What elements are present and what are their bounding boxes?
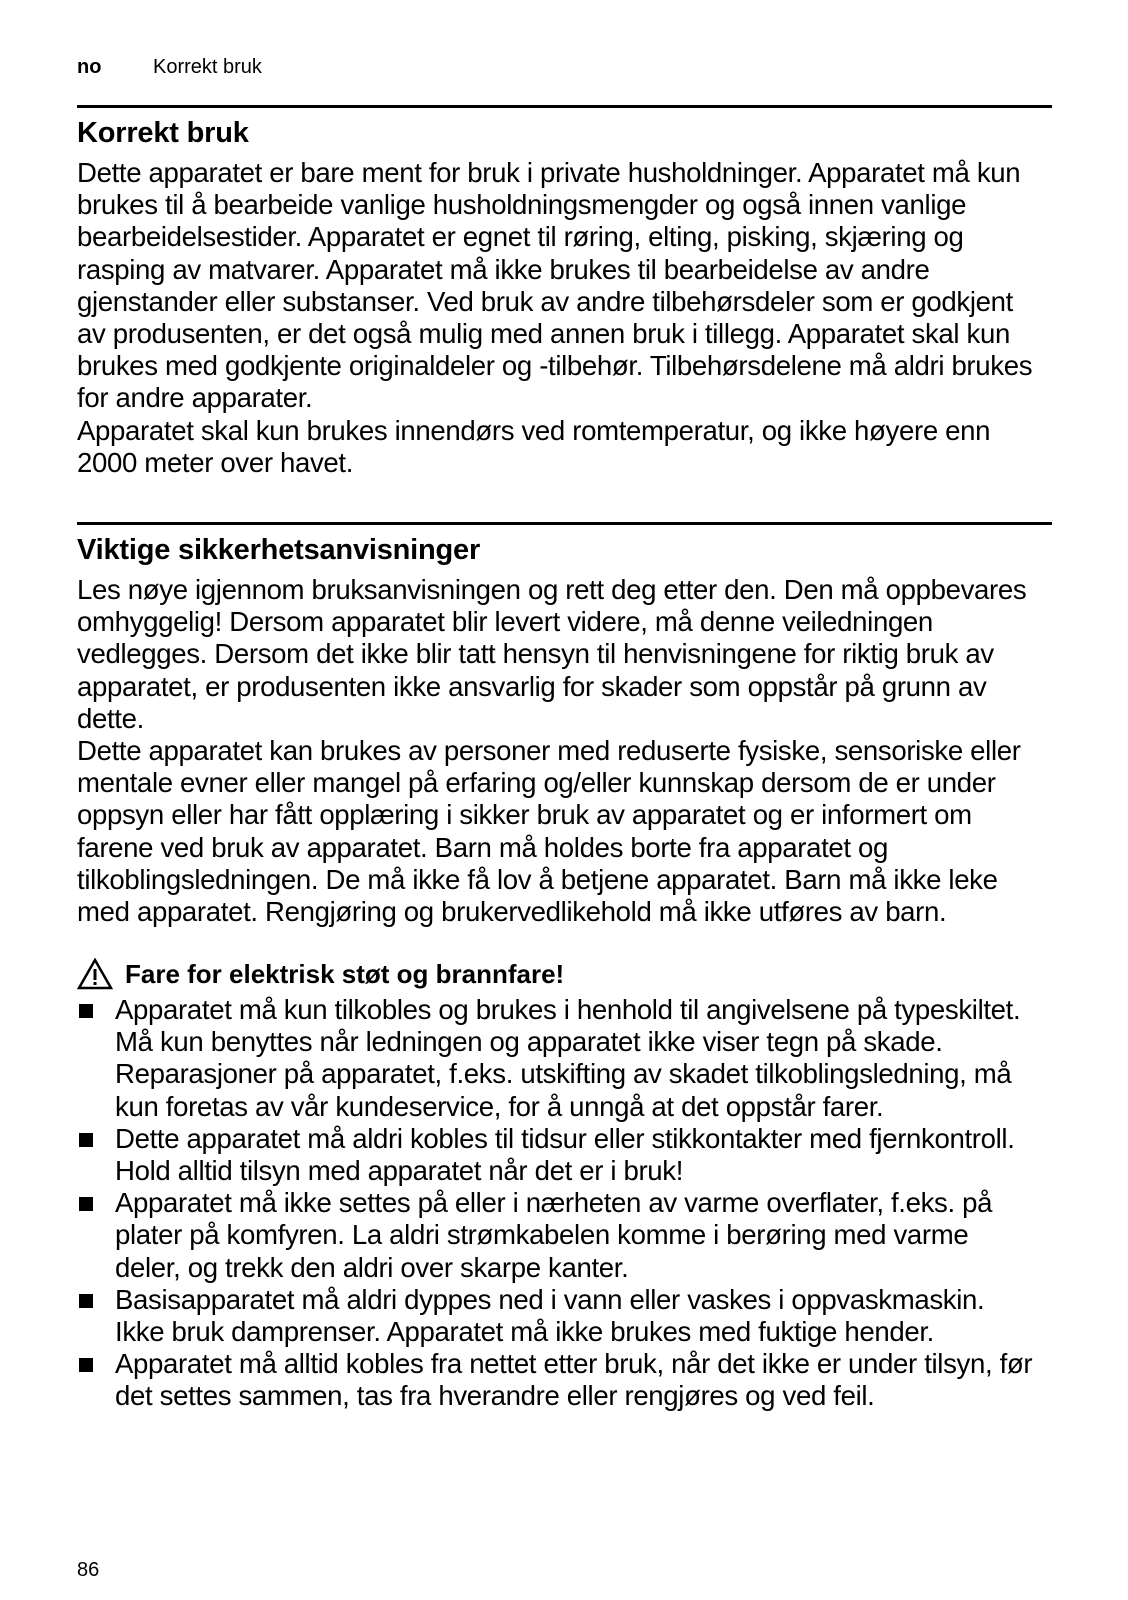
bullet-square-icon <box>79 1294 93 1308</box>
list-item <box>77 1348 1037 1412</box>
bullet-square-icon <box>79 1133 93 1147</box>
warning-title: Fare for elektrisk støt og brannfare! <box>125 959 565 989</box>
list-item <box>77 1187 1037 1284</box>
section-divider <box>77 105 1052 108</box>
bullet-square-icon <box>79 1197 93 1211</box>
paragraph: Dette apparatet er bare ment for bruk i private husholdninger. Apparatet må kun brukes til å bearbeide vanlige husholdningsmengder og også innen vanlige bearbeidelsestider. Apparatet er egnet til røring, elting, pisking, skjæring og rasping av matvarer. Apparatet må ikke brukes til bearbeidelse av andre gjenstander eller substanser. Ved bruk av andre tilbehørsdeler som er godkjent av produsenten, er det også mulig med annen bruk i tillegg. Apparatet skal kun brukes med godkjente originaldeler og -tilbehør. Tilbehørsdelene må aldri brukes for andre apparater. <box>77 157 1033 414</box>
list-item-text: Apparatet må alltid kobles fra nettet etter bruk, når det ikke er under tilsyn, før det settes sammen, tas fra hverandre eller rengjøres og ved feil. <box>115 1348 1033 1412</box>
paragraph: Dette apparatet kan brukes av personer med reduserte fysiske, sensoriske eller mentale evner eller mangel på erfaring og/eller kunnskap dersom de er under oppsyn eller har fått opplæring i sikker bruk av apparatet og er informert om farene ved bruk av apparatet. Barn må holdes borte fra apparatet og tilkoblingsledningen. De må ikke få lov å betjene apparatet. Barn må ikke leke med apparatet. Rengjøring og brukervedlikehold må ikke utføres av barn. <box>77 735 1021 928</box>
list-item <box>77 994 1037 1123</box>
section-title-safety: Viktige sikkerhetsanvisninger <box>77 534 481 566</box>
running-header <box>77 54 262 80</box>
list-item <box>77 1284 1037 1348</box>
list-item-text: Apparatet må ikke settes på eller i nærheten av varme overflater, f.eks. på plater på komfyren. La aldri strømkabelen komme i berøring med varme deler, og trekk den aldri over skarpe kanter. <box>115 1187 993 1283</box>
warning-heading <box>77 958 564 990</box>
section-divider <box>77 522 1052 525</box>
bullet-square-icon <box>79 1004 93 1018</box>
list-item-text: Apparatet må kun tilkobles og brukes i henhold til angivelsene på typeskiltet. Må kun benyttes når ledningen og apparatet ikke viser tegn på skade. Reparasjoner på apparatet, f.eks. utskifting av skadet tilkoblingsledning, må kun foretas av vår kundeservice, for å unngå at det oppstår farer. <box>115 994 1021 1122</box>
list-item-text: Dette apparatet må aldri kobles til tidsur eller stikkontakter med fjernkontroll. Hold alltid tilsyn med apparatet når det er i bruk! <box>115 1122 1015 1187</box>
section-body-korrekt-bruk <box>77 157 1037 479</box>
page-number: 86 <box>77 1559 100 1581</box>
list-item <box>77 1123 1037 1187</box>
safety-bullet-list <box>77 994 1037 1413</box>
paragraph: Apparatet skal kun brukes innendørs ved romtemperatur, og ikke høyere enn 2000 meter over havet. <box>77 414 991 478</box>
section-title-korrekt-bruk: Korrekt bruk <box>77 117 249 149</box>
paragraph: Les nøye igjennom bruksanvisningen og rett deg etter den. Den må oppbevares omhyggelig! Dersom apparatet blir levert videre, må denne veiledningen vedlegges. Dersom det ikke blir tatt hensyn til henvisningene for riktig bruk av apparatet, er produsenten ikke ansvarlig for skader som oppstår på grunn av dette. <box>77 574 1027 734</box>
language-code: no <box>77 56 102 78</box>
header-section-title: Korrekt bruk <box>153 56 262 78</box>
bullet-square-icon <box>79 1358 93 1372</box>
section-body-safety <box>77 574 1037 928</box>
list-item-text: Basisapparatet må aldri dyppes ned i vann eller vaskes i oppvaskmaskin. Ikke bruk damprenser. Apparatet må ikke brukes med fuktige hender. <box>115 1283 985 1348</box>
warning-triangle-icon <box>77 958 113 990</box>
